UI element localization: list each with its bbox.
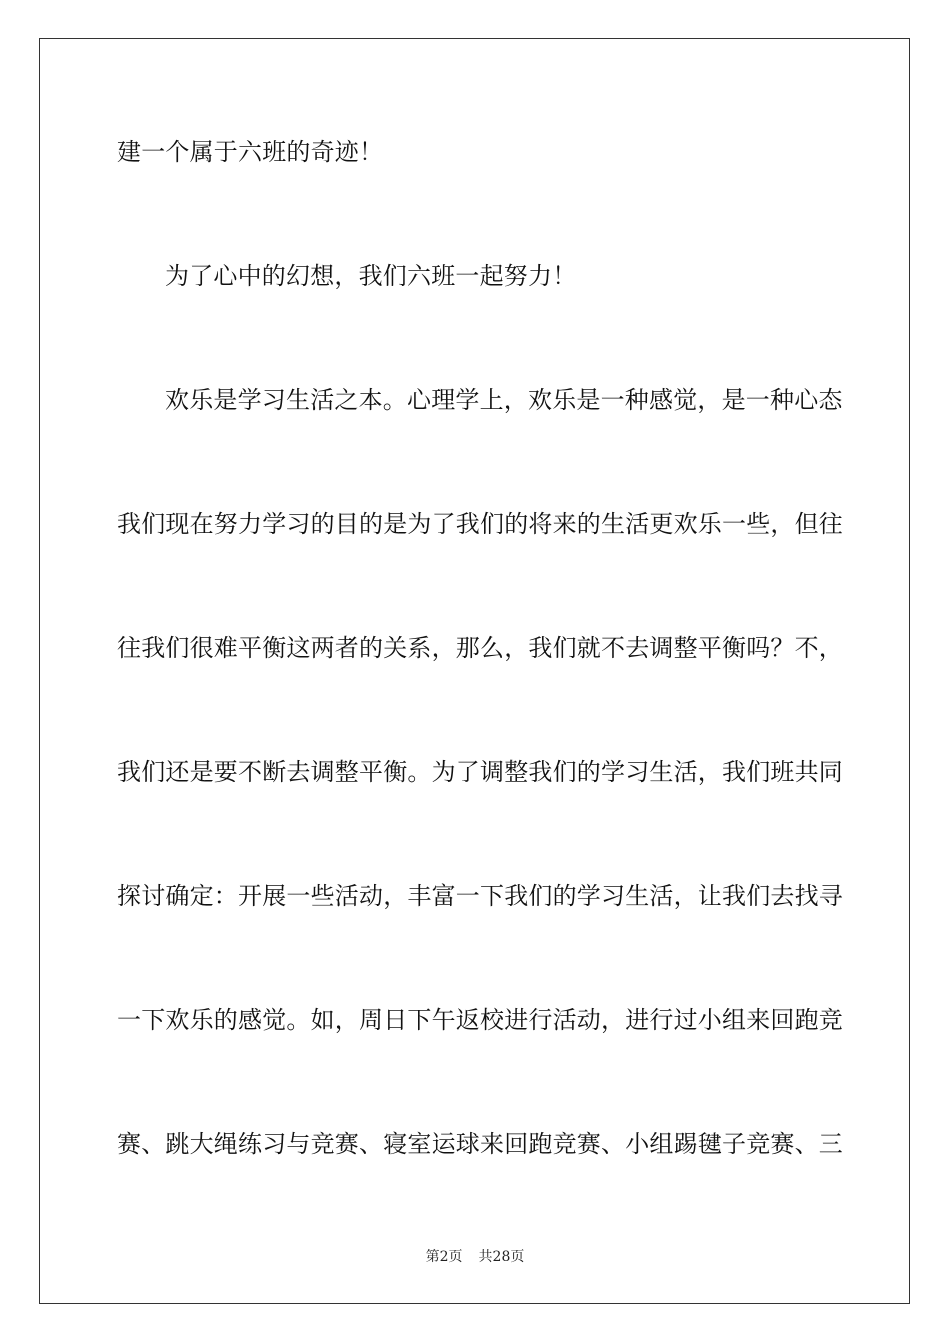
text-line: 建一个属于六班的奇迹！ [117,138,384,166]
text-line: 为了心中的幻想，我们六班一起努力！ [165,262,577,290]
text-line: 我们还是要不断去调整平衡。为了调整我们的学习生活，我们班共同 [117,758,843,786]
text-line: 欢乐是学习生活之本。心理学上，欢乐是一种感觉，是一种心态 [165,386,843,414]
page-border [39,38,910,1304]
text-line: 探讨确定：开展一些活动，丰富一下我们的学习生活，让我们去找寻 [117,882,843,910]
page-total: 共28页 [478,1249,525,1265]
text-line: 我们现在努力学习的目的是为了我们的将来的生活更欢乐一些，但往 [117,510,843,538]
text-line: 往我们很难平衡这两者的关系，那么，我们就不去调整平衡吗？不， [117,634,843,662]
text-line: 一下欢乐的感觉。如，周日下午返校进行活动，进行过小组来回跑竞 [117,1006,843,1034]
text-line: 赛、跳大绳练习与竞赛、寝室运球来回跑竞赛、小组踢毽子竞赛、三 [117,1130,843,1158]
page-footer [0,1247,950,1267]
page-number: 第2页 [425,1249,463,1265]
